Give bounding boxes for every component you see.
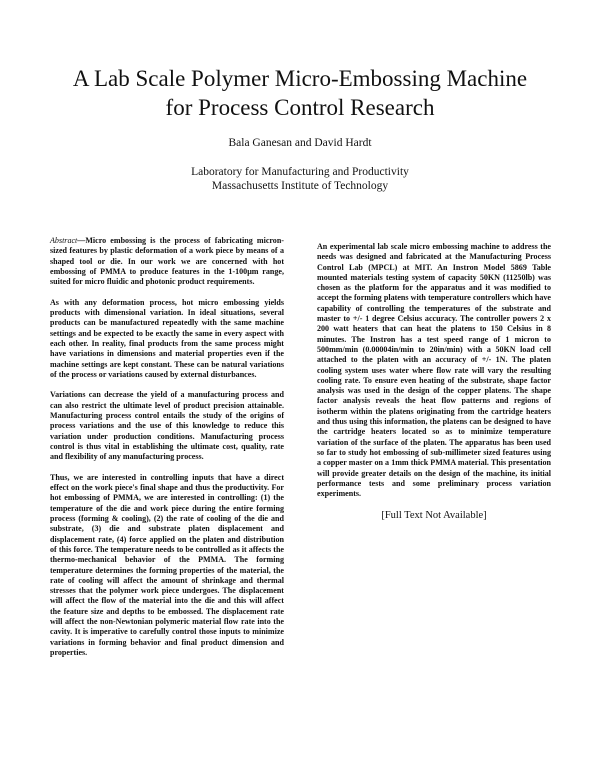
paragraph-2: As with any deformation process, hot micro embossing yields products with dimensional variation. In ideal situations, several products can be manufactured repeatedly with the same machine settings and be expected to be exactly the same in every aspect with each other. In reality, final products from the same process might have variations in dimensions and material properties even if the machine settings are kept constant. These can be natural variations of the process or variations caused by external disturbances. bbox=[50, 297, 284, 379]
paper-title bbox=[40, 64, 560, 122]
affiliation-line-2: Massachusetts Institute of Technology bbox=[211, 180, 389, 192]
paragraph-5: An experimental lab scale micro embossing machine to address the needs was designed and fabricated at the Manufacturing Process Control Lab (MPCL) at MIT. An Instron Model 5869 Table mounted materials testing system of capacity 50KN (11250lb) was chosen as the platform for the apparatus and it was modified to accept the forming platens with temperature controllers which have capability of controlling the temperatures of the substrate and master to +/- 1 degree Celsius accuracy. The controller powers 2 x 200 watt heaters that can heat the platens to 150 Celsius in 8 minutes. The Instron has a test speed range of 1 micron to 500mm/min (0.00004in/min to 20in/min) with a 50KN load cell attached to the platen with an accuracy of +/- 1N. The platen cooling system uses water where flow rate will vary the resulting cooling rate. To ensure even heating of the substrate, shape factor analysis was used in the design of the copper platens. The shape factor analysis reveals the heat flow patterns and regions of isotherm within the platens originating from the cartridge heaters and thus using this information, the platens can be designed to have the cartridge heaters located so as to minimize temperature variation of the surface of the platen. The apparatus has been used so far to study hot embossing of sub-millimeter sized features using a copper master on a 1mm thick PMMA material. This presentation will provide greater details on the design of the machine, its initial performance tests and some preliminary process variation experiments. bbox=[317, 242, 551, 499]
title-line-1: A Lab Scale Polymer Micro-Embossing Machine bbox=[72, 66, 528, 91]
abstract-heading: Abstract bbox=[50, 236, 78, 245]
full-text-note: [Full Text Not Available] bbox=[381, 510, 487, 522]
title-line-2: for Process Control Research bbox=[165, 95, 435, 120]
paragraph-3: Variations can decrease the yield of a manufacturing process and can also restrict the ultimate level of product precision attainable. Manufacturing process control entails the study of the origins of process variations and the use of this knowledge to reduce this variation under production conditions. Manufacturing process control is thus vital in establishing the ultimate cost, quality, rate and flexibility of any manufacturing process. bbox=[50, 390, 284, 462]
abstract-text: —Micro embossing is the process of fabricating micron-sized features by plastic deformation of a work piece by means of a shaped tool or die. In our work we are concerned with hot embossing of PMMA to produce features in the 1-100μm range, suited for micro fluidic and photonic product requirements. bbox=[50, 236, 284, 287]
abstract-paragraph bbox=[50, 236, 284, 287]
affiliation-line-1: Laboratory for Manufacturing and Productivity bbox=[191, 166, 409, 178]
authors: Bala Ganesan and David Hardt bbox=[228, 137, 372, 149]
affiliation bbox=[40, 165, 560, 193]
left-column bbox=[50, 236, 284, 668]
right-column bbox=[317, 242, 551, 522]
paragraph-4: Thus, we are interested in controlling inputs that have a direct effect on the work piece's final shape and thus the productivity. For hot embossing of PMMA, we are interested in controlling: (1) the temperature of the die and work piece during the entire forming process (forming & cooling), (2) the rate of cooling of the die and substrate, (3) die and substrate platen displacement and displacement rate, (4) force applied on the platen and distribution of this force. The temperature needs to be controlled as it affects the thermo-mechanical behavior of the PMMA. The forming temperature determines the forming properties of the material, the rate of cooling will affect the amount of shrinkage and thermal stresses that the polymer work piece undergoes. The displacement will affect the flow of the material into the die and this will affect the feature size and depths to be embossed. The displacement rate will affect the non-Newtonian polymeric material flow rate into the cavity. It is imperative to carefully control those inputs to minimize variations in forming behavior and final product dimension and properties. bbox=[50, 472, 284, 657]
